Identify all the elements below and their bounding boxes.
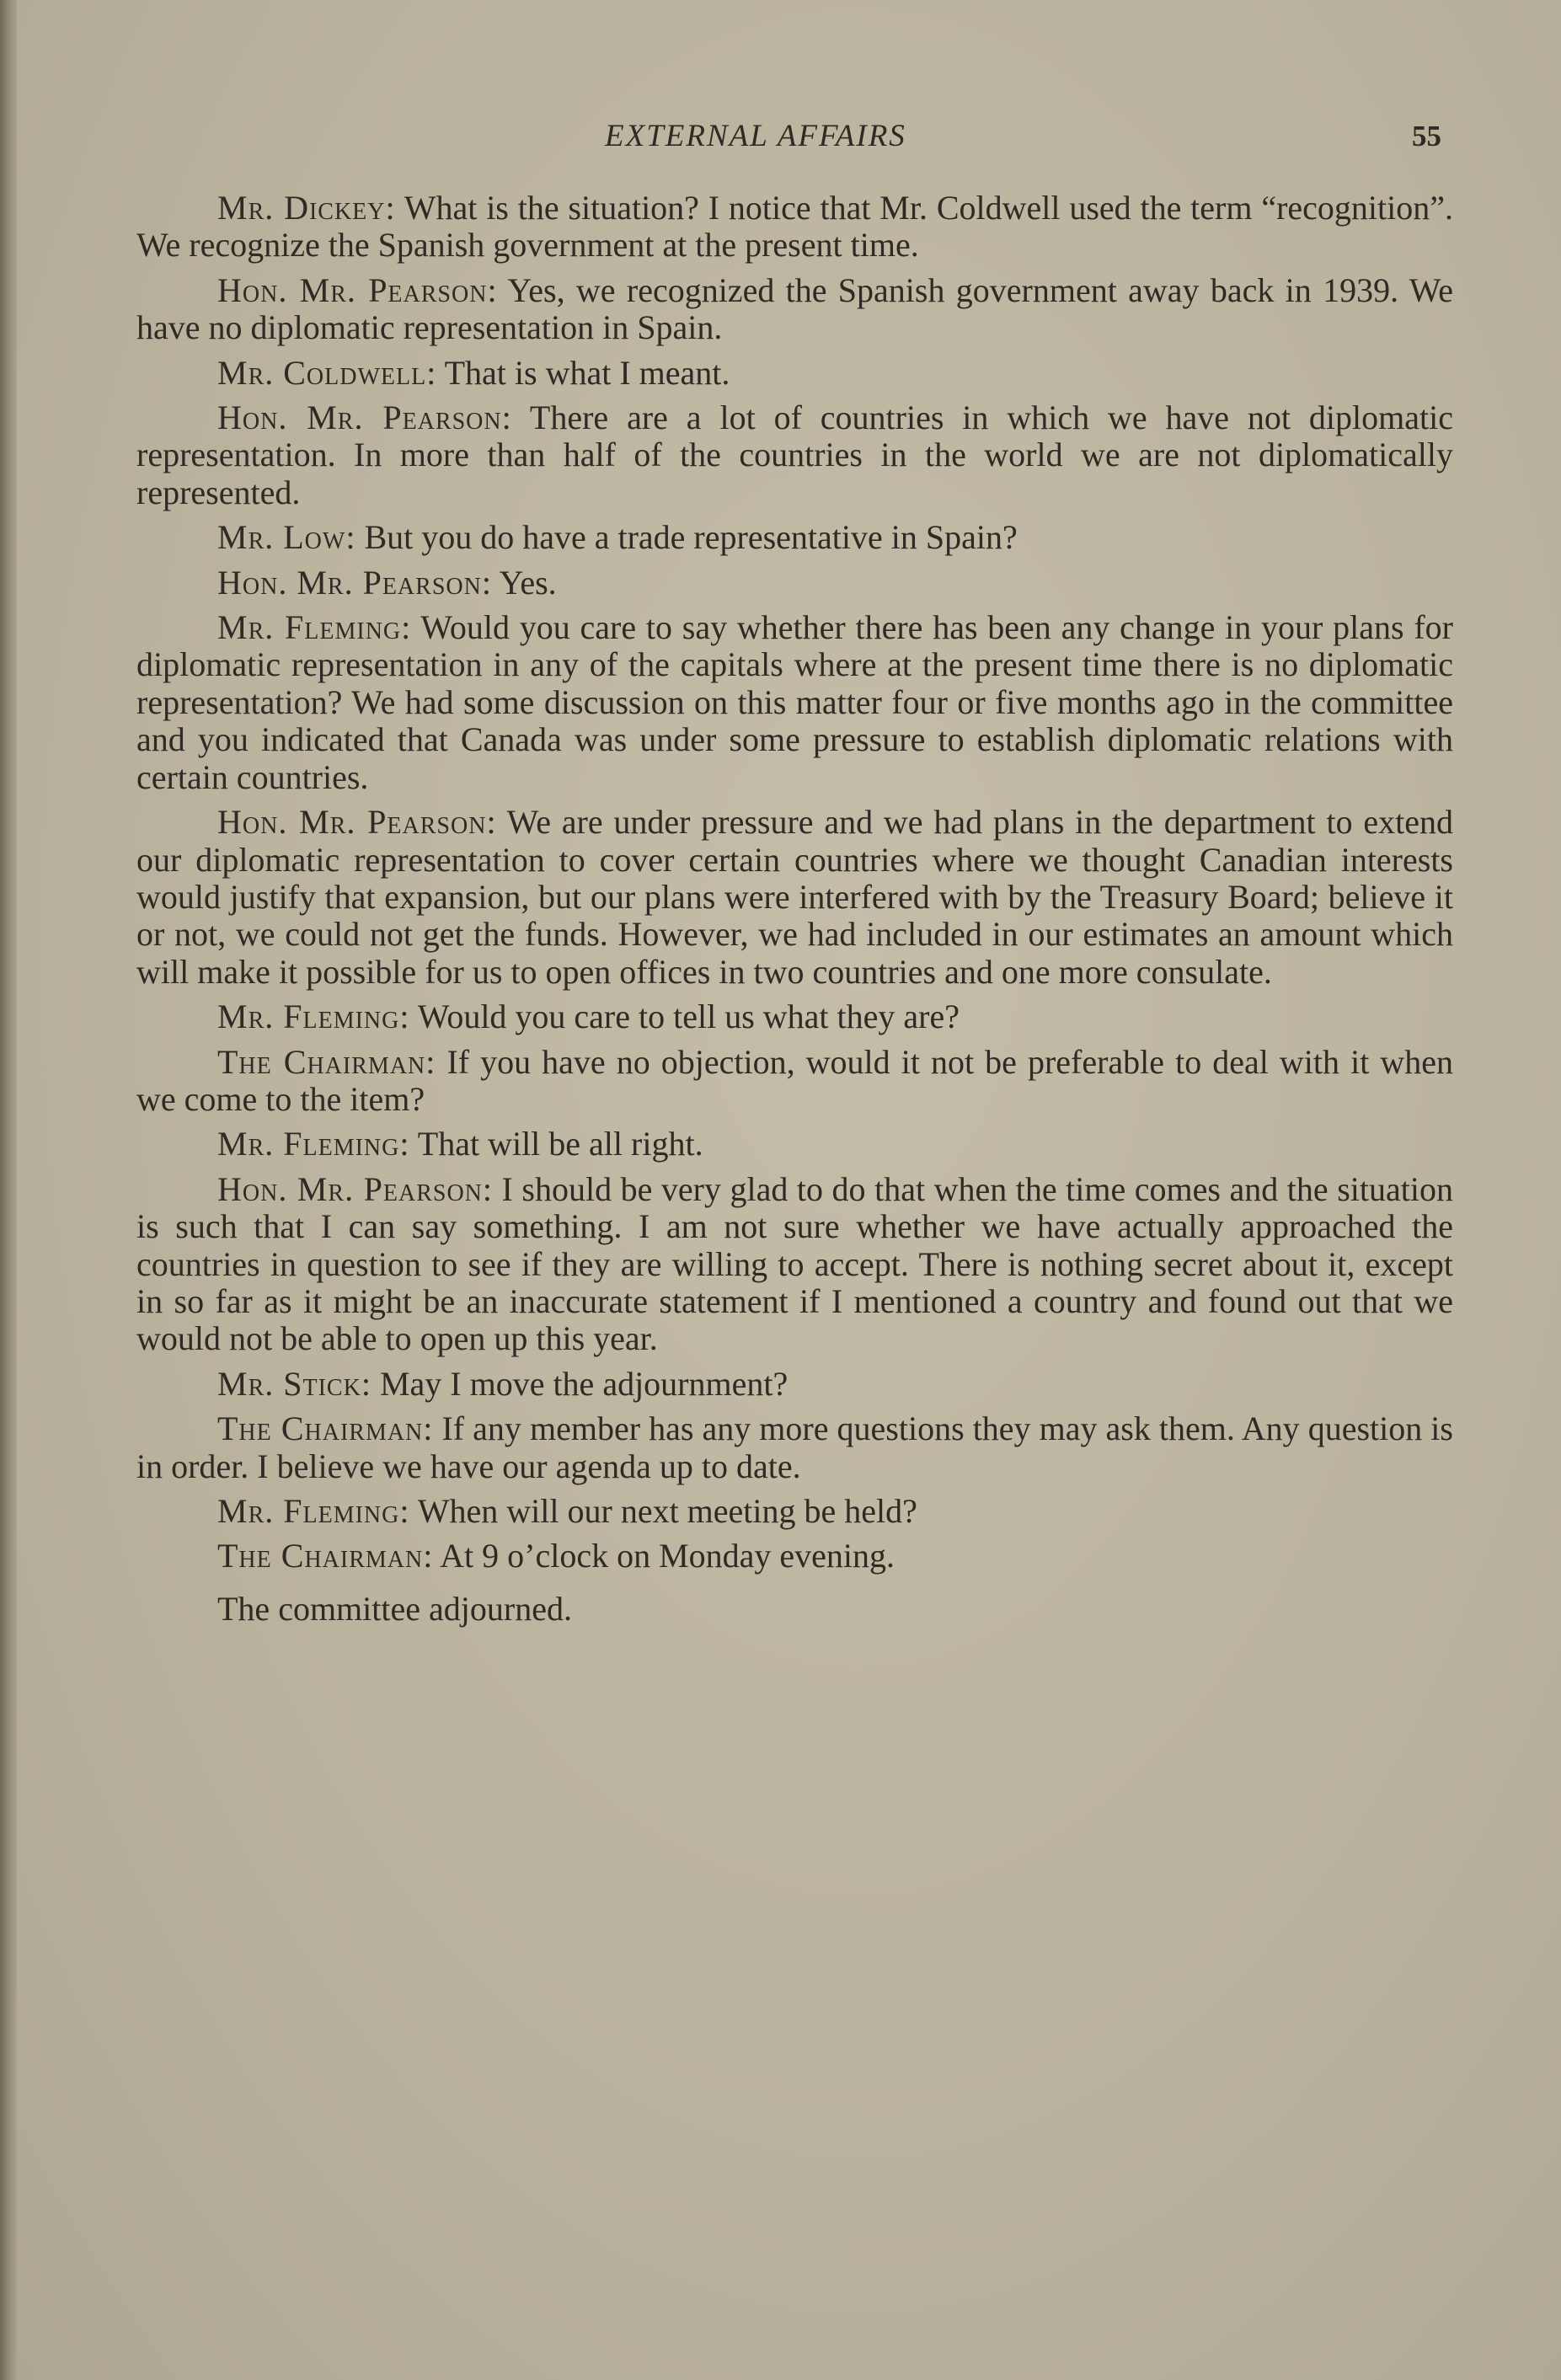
speaker-name: Mr. Dickey:	[217, 189, 396, 227]
speaker-name: Mr. Coldwell:	[217, 353, 437, 392]
speaker-name: Mr. Low:	[217, 518, 356, 557]
speaker-name: Mr. Fleming:	[217, 1492, 410, 1530]
speaker-name: Mr. Stick:	[217, 1364, 372, 1403]
transcript-body	[136, 190, 1453, 1635]
paragraph-text: May I move the adjournment?	[371, 1364, 789, 1403]
paragraph-text: That will be all right.	[409, 1125, 703, 1163]
paragraph-text: Yes, we recognized the Spanish government away back in 1939. We have no diplomatic representation in Spain.	[136, 270, 1453, 347]
speaker-name: Hon. Mr. Pearson:	[217, 803, 497, 842]
speaker-name: Hon. Mr. Pearson:	[217, 563, 492, 602]
paragraph-text: Would you care to tell us what they are?	[409, 997, 960, 1036]
page-number: 55	[1412, 120, 1441, 152]
paragraph	[136, 1044, 1453, 1119]
paragraph-text: There are a lot of countries in which we have not diplomatic representation. In more than half of the countries in the world we are not diplomatically represented.	[136, 398, 1453, 511]
paragraph	[136, 519, 1453, 556]
closing-line: The committee adjourned.	[217, 1589, 572, 1628]
paragraph-text: If you have no objection, would it not be preferable to deal with it when we come to the item?	[136, 1042, 1453, 1118]
speaker-name: The Chairman:	[217, 1042, 436, 1081]
paragraph	[136, 609, 1453, 796]
paragraph-text: At 9 o’clock on Monday evening.	[433, 1537, 895, 1575]
paragraph	[136, 998, 1453, 1035]
paragraph	[136, 190, 1453, 265]
paragraph-text: I should be very glad to do that when the time comes and the situation is such that I can say something. I am not sure whether we have actually approached the countries in question to see if they are willing to accept. There is nothing secret about it, except in so far as it might be an inaccurate statement if I mentioned a country and found out that we would not be able to open up this year.	[136, 1169, 1453, 1358]
paragraph-text: Yes.	[491, 563, 557, 602]
paragraph	[136, 355, 1453, 392]
paragraph	[136, 1410, 1453, 1485]
paragraph	[136, 1493, 1453, 1530]
paragraph	[136, 1366, 1453, 1403]
speaker-name: Mr. Fleming:	[217, 997, 410, 1036]
paragraph-text: If any member has any more questions they may ask them. Any question is in order. I believe we have our agenda up to date.	[136, 1409, 1453, 1485]
paragraph	[136, 1171, 1453, 1358]
speaker-name: Hon. Mr. Pearson:	[217, 270, 498, 309]
paragraph-text: Would you care to say whether there has been any change in your plans for diplomatic representation in any of the capitals where at the present time there is no diplomatic representation? We had some discussion on this matter four or five months ago in the committee and you indicated that Canada was under some pressure to establish diplomatic relations with certain countries.	[136, 608, 1453, 796]
speaker-name: Hon. Mr. Pearson:	[217, 1169, 494, 1208]
paragraph	[136, 804, 1453, 991]
paragraph	[136, 399, 1453, 511]
speaker-name: Mr. Fleming:	[217, 608, 412, 647]
paragraph	[136, 1538, 1453, 1575]
running-title: EXTERNAL AFFAIRS	[605, 119, 906, 153]
paragraph-text: When will our next meeting be held?	[409, 1492, 917, 1530]
paragraph	[136, 1126, 1453, 1163]
paragraph	[136, 272, 1453, 347]
paragraph-text: We are under pressure and we had plans in the department to extend our diplomatic representation to cover certain countries where we thought Canadian interests would justify that expansion, but our plans were interfered with by the Treasury Board; believe it or not, we could not get the funds. However, we had included in our estimates an amount which will make it possible for us to open offices in two countries and one more consulate.	[136, 803, 1454, 991]
speaker-name: The Chairman:	[217, 1537, 434, 1575]
speaker-name: The Chairman:	[217, 1409, 434, 1448]
running-head	[0, 116, 1561, 157]
paragraph-text: What is the situation? I notice that Mr. Coldwell used the term “recognition”. We recognize the Spanish government at the present time.	[136, 189, 1453, 265]
speaker-name: Hon. Mr. Pearson:	[217, 398, 512, 437]
speaker-name: Mr. Fleming:	[217, 1125, 410, 1163]
paragraph-text: That is what I meant.	[436, 353, 730, 392]
paragraph	[136, 564, 1453, 602]
book-spine-edge	[0, 0, 17, 2380]
paragraph-text: But you do have a trade representative in Spain?	[356, 518, 1018, 557]
